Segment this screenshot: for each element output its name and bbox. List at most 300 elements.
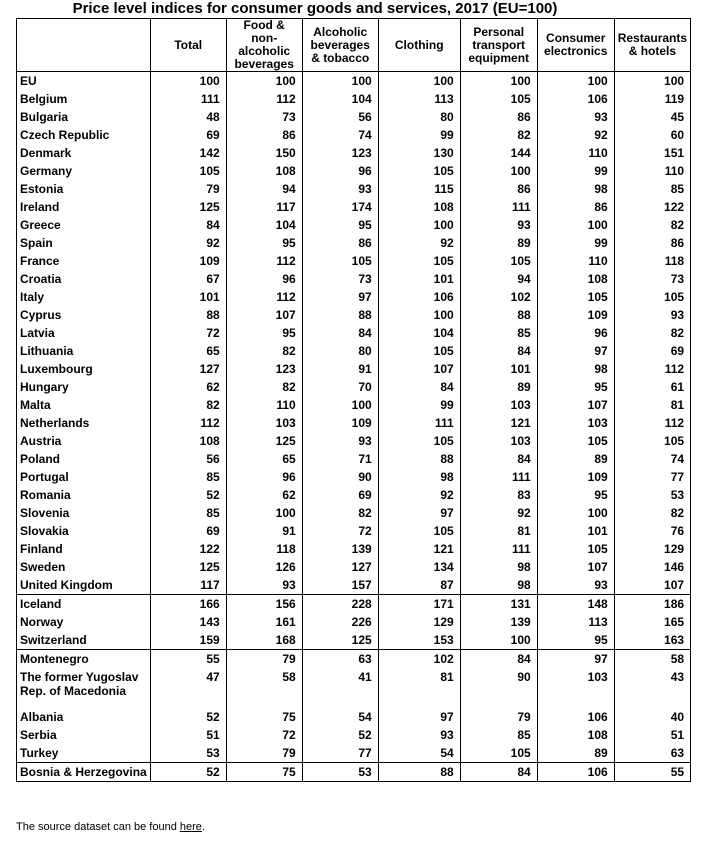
value-cell: 75 — [226, 708, 302, 726]
value-cell: 108 — [537, 270, 614, 288]
table-row — [17, 378, 691, 396]
value-cell: 71 — [302, 450, 378, 468]
value-cell: 98 — [378, 468, 460, 486]
value-cell: 102 — [378, 650, 460, 669]
value-cell: 122 — [614, 198, 690, 216]
value-cell: 118 — [614, 252, 690, 270]
value-cell: 92 — [150, 234, 226, 252]
value-cell: 92 — [378, 234, 460, 252]
column-header-clothing: Clothing — [378, 19, 460, 72]
table-row — [17, 468, 691, 486]
value-cell: 127 — [150, 360, 226, 378]
value-cell: 82 — [614, 324, 690, 342]
value-cell: 79 — [226, 744, 302, 763]
value-cell: 53 — [150, 744, 226, 763]
value-cell: 93 — [226, 576, 302, 595]
value-cell: 117 — [226, 198, 302, 216]
value-cell: 226 — [302, 613, 378, 631]
table-row — [17, 558, 691, 576]
value-cell: 131 — [460, 595, 537, 614]
value-cell: 105 — [302, 252, 378, 270]
country-name: Slovakia — [17, 522, 151, 540]
value-cell: 54 — [378, 744, 460, 763]
country-name: Malta — [17, 396, 151, 414]
country-name: Turkey — [17, 744, 151, 763]
value-cell: 52 — [302, 726, 378, 744]
value-cell: 105 — [460, 744, 537, 763]
value-cell: 88 — [378, 450, 460, 468]
value-cell: 99 — [537, 162, 614, 180]
price-index-table — [16, 18, 691, 782]
value-cell: 139 — [302, 540, 378, 558]
value-cell: 82 — [226, 342, 302, 360]
value-cell: 93 — [460, 216, 537, 234]
country-name: Belgium — [17, 90, 151, 108]
value-cell: 75 — [226, 763, 302, 782]
value-cell: 100 — [378, 306, 460, 324]
table-row — [17, 270, 691, 288]
value-cell: 72 — [302, 522, 378, 540]
value-cell: 127 — [302, 558, 378, 576]
value-cell: 88 — [378, 763, 460, 782]
table-row — [17, 162, 691, 180]
value-cell: 168 — [226, 631, 302, 650]
value-cell: 84 — [460, 450, 537, 468]
value-cell: 166 — [150, 595, 226, 614]
value-cell: 105 — [378, 432, 460, 450]
value-cell: 65 — [226, 450, 302, 468]
value-cell: 85 — [460, 726, 537, 744]
table-row — [17, 486, 691, 504]
value-cell: 109 — [150, 252, 226, 270]
column-header-alcohol: Alcoholic beverages & tobacco — [302, 19, 378, 72]
footnote-text: The source dataset can be found — [16, 821, 180, 833]
table-row — [17, 144, 691, 162]
value-cell: 69 — [302, 486, 378, 504]
value-cell: 93 — [537, 108, 614, 126]
value-cell: 122 — [150, 540, 226, 558]
value-cell: 113 — [537, 613, 614, 631]
value-cell: 105 — [460, 252, 537, 270]
value-cell: 52 — [150, 763, 226, 782]
value-cell: 111 — [460, 198, 537, 216]
value-cell: 85 — [614, 180, 690, 198]
value-cell: 125 — [150, 198, 226, 216]
country-name: Slovenia — [17, 504, 151, 522]
country-name: Italy — [17, 288, 151, 306]
value-cell: 110 — [537, 144, 614, 162]
value-cell: 89 — [460, 234, 537, 252]
value-cell: 52 — [150, 708, 226, 726]
value-cell: 97 — [378, 504, 460, 522]
value-cell: 87 — [378, 576, 460, 595]
value-cell: 112 — [226, 90, 302, 108]
table-row — [17, 126, 691, 144]
value-cell: 93 — [302, 432, 378, 450]
value-cell: 65 — [150, 342, 226, 360]
value-cell: 93 — [378, 726, 460, 744]
value-cell: 105 — [378, 522, 460, 540]
value-cell: 99 — [378, 396, 460, 414]
table-row — [17, 396, 691, 414]
value-cell: 99 — [537, 234, 614, 252]
value-cell: 100 — [537, 72, 614, 91]
value-cell: 106 — [537, 90, 614, 108]
value-cell: 121 — [460, 414, 537, 432]
country-name: Sweden — [17, 558, 151, 576]
country-name: Poland — [17, 450, 151, 468]
footnote — [16, 821, 205, 834]
value-cell: 73 — [614, 270, 690, 288]
value-cell: 115 — [378, 180, 460, 198]
table-row — [17, 90, 691, 108]
value-cell: 121 — [378, 540, 460, 558]
country-name: Romania — [17, 486, 151, 504]
value-cell: 105 — [378, 162, 460, 180]
value-cell: 108 — [378, 198, 460, 216]
value-cell: 89 — [537, 744, 614, 763]
country-name: Bosnia & Herzegovina — [17, 763, 151, 782]
value-cell: 111 — [378, 414, 460, 432]
value-cell: 80 — [302, 342, 378, 360]
value-cell: 130 — [378, 144, 460, 162]
table-row — [17, 324, 691, 342]
value-cell: 55 — [150, 650, 226, 669]
table-row — [17, 668, 691, 708]
value-cell: 84 — [302, 324, 378, 342]
value-cell: 107 — [537, 558, 614, 576]
value-cell: 98 — [460, 576, 537, 595]
value-cell: 77 — [614, 468, 690, 486]
value-cell: 107 — [614, 576, 690, 595]
value-cell: 69 — [150, 522, 226, 540]
value-cell: 96 — [226, 468, 302, 486]
value-cell: 81 — [378, 668, 460, 708]
value-cell: 82 — [614, 504, 690, 522]
value-cell: 72 — [226, 726, 302, 744]
value-cell: 89 — [460, 378, 537, 396]
table-row — [17, 108, 691, 126]
value-cell: 156 — [226, 595, 302, 614]
table-row — [17, 631, 691, 650]
value-cell: 100 — [460, 162, 537, 180]
value-cell: 84 — [460, 763, 537, 782]
table-row — [17, 234, 691, 252]
table-row — [17, 342, 691, 360]
value-cell: 102 — [460, 288, 537, 306]
value-cell: 97 — [537, 650, 614, 669]
value-cell: 106 — [537, 763, 614, 782]
value-cell: 105 — [614, 432, 690, 450]
value-cell: 125 — [226, 432, 302, 450]
value-cell: 100 — [302, 72, 378, 91]
value-cell: 163 — [614, 631, 690, 650]
value-cell: 86 — [226, 126, 302, 144]
value-cell: 110 — [537, 252, 614, 270]
value-cell: 146 — [614, 558, 690, 576]
value-cell: 100 — [537, 504, 614, 522]
value-cell: 74 — [614, 450, 690, 468]
value-cell: 104 — [378, 324, 460, 342]
table-row — [17, 576, 691, 595]
value-cell: 51 — [150, 726, 226, 744]
value-cell: 85 — [150, 468, 226, 486]
value-cell: 134 — [378, 558, 460, 576]
value-cell: 112 — [614, 360, 690, 378]
value-cell: 117 — [150, 576, 226, 595]
value-cell: 67 — [150, 270, 226, 288]
country-name: Iceland — [17, 595, 151, 614]
country-name: Spain — [17, 234, 151, 252]
table-row — [17, 252, 691, 270]
value-cell: 86 — [460, 108, 537, 126]
value-cell: 69 — [150, 126, 226, 144]
value-cell: 60 — [614, 126, 690, 144]
value-cell: 103 — [460, 396, 537, 414]
value-cell: 111 — [460, 540, 537, 558]
value-cell: 82 — [302, 504, 378, 522]
value-cell: 105 — [150, 162, 226, 180]
value-cell: 95 — [226, 234, 302, 252]
table-row — [17, 432, 691, 450]
footnote-end: . — [201, 821, 205, 833]
value-cell: 104 — [302, 90, 378, 108]
country-name: Ireland — [17, 198, 151, 216]
country-name: Estonia — [17, 180, 151, 198]
header-row — [17, 19, 691, 72]
value-cell: 95 — [537, 631, 614, 650]
value-cell: 112 — [226, 252, 302, 270]
table-row — [17, 180, 691, 198]
value-cell: 101 — [460, 360, 537, 378]
value-cell: 112 — [614, 414, 690, 432]
country-name: Croatia — [17, 270, 151, 288]
value-cell: 106 — [378, 288, 460, 306]
value-cell: 95 — [226, 324, 302, 342]
country-name: Latvia — [17, 324, 151, 342]
value-cell: 129 — [378, 613, 460, 631]
table-row — [17, 595, 691, 614]
value-cell: 119 — [614, 90, 690, 108]
source-link[interactable]: here — [179, 821, 202, 833]
value-cell: 105 — [537, 540, 614, 558]
value-cell: 98 — [537, 180, 614, 198]
value-cell: 107 — [226, 306, 302, 324]
value-cell: 112 — [226, 288, 302, 306]
value-cell: 101 — [378, 270, 460, 288]
value-cell: 81 — [614, 396, 690, 414]
value-cell: 80 — [378, 108, 460, 126]
country-name: France — [17, 252, 151, 270]
value-cell: 100 — [378, 72, 460, 91]
table-row — [17, 540, 691, 558]
column-header-transport: Personal transport equipment — [460, 19, 537, 72]
value-cell: 72 — [150, 324, 226, 342]
country-name: The former Yugoslav Rep. of Macedonia — [17, 668, 151, 708]
value-cell: 69 — [614, 342, 690, 360]
value-cell: 100 — [226, 504, 302, 522]
table-row — [17, 216, 691, 234]
value-cell: 92 — [537, 126, 614, 144]
value-cell: 103 — [226, 414, 302, 432]
value-cell: 161 — [226, 613, 302, 631]
value-cell: 95 — [537, 378, 614, 396]
value-cell: 108 — [537, 726, 614, 744]
value-cell: 84 — [460, 342, 537, 360]
value-cell: 90 — [460, 668, 537, 708]
value-cell: 105 — [537, 432, 614, 450]
value-cell: 63 — [302, 650, 378, 669]
value-cell: 51 — [614, 726, 690, 744]
value-cell: 77 — [302, 744, 378, 763]
value-cell: 73 — [302, 270, 378, 288]
column-header-country — [17, 19, 151, 72]
value-cell: 84 — [378, 378, 460, 396]
value-cell: 106 — [537, 708, 614, 726]
value-cell: 104 — [226, 216, 302, 234]
value-cell: 110 — [226, 396, 302, 414]
value-cell: 105 — [378, 252, 460, 270]
value-cell: 109 — [302, 414, 378, 432]
value-cell: 52 — [150, 486, 226, 504]
value-cell: 103 — [537, 668, 614, 708]
value-cell: 73 — [226, 108, 302, 126]
value-cell: 96 — [302, 162, 378, 180]
value-cell: 55 — [614, 763, 690, 782]
value-cell: 157 — [302, 576, 378, 595]
value-cell: 111 — [150, 90, 226, 108]
value-cell: 96 — [226, 270, 302, 288]
table-row — [17, 306, 691, 324]
value-cell: 126 — [226, 558, 302, 576]
value-cell: 79 — [226, 650, 302, 669]
value-cell: 186 — [614, 595, 690, 614]
value-cell: 165 — [614, 613, 690, 631]
value-cell: 86 — [614, 234, 690, 252]
value-cell: 98 — [460, 558, 537, 576]
value-cell: 150 — [226, 144, 302, 162]
country-name: Switzerland — [17, 631, 151, 650]
value-cell: 108 — [150, 432, 226, 450]
value-cell: 108 — [226, 162, 302, 180]
table-row — [17, 763, 691, 782]
value-cell: 48 — [150, 108, 226, 126]
value-cell: 142 — [150, 144, 226, 162]
table-row — [17, 504, 691, 522]
value-cell: 98 — [537, 360, 614, 378]
value-cell: 101 — [537, 522, 614, 540]
table-row — [17, 522, 691, 540]
value-cell: 41 — [302, 668, 378, 708]
value-cell: 97 — [302, 288, 378, 306]
value-cell: 95 — [537, 486, 614, 504]
table-row — [17, 288, 691, 306]
country-name: Bulgaria — [17, 108, 151, 126]
value-cell: 84 — [150, 216, 226, 234]
country-name: Hungary — [17, 378, 151, 396]
value-cell: 123 — [302, 144, 378, 162]
value-cell: 43 — [614, 668, 690, 708]
value-cell: 110 — [614, 162, 690, 180]
value-cell: 103 — [460, 432, 537, 450]
value-cell: 96 — [537, 324, 614, 342]
country-name: Finland — [17, 540, 151, 558]
value-cell: 85 — [150, 504, 226, 522]
value-cell: 62 — [150, 378, 226, 396]
value-cell: 94 — [226, 180, 302, 198]
value-cell: 99 — [378, 126, 460, 144]
country-name: Czech Republic — [17, 126, 151, 144]
value-cell: 84 — [460, 650, 537, 669]
value-cell: 85 — [460, 324, 537, 342]
page-title: Price level indices for consumer goods and services, 2017 (EU=100) — [72, 0, 558, 17]
value-cell: 97 — [537, 342, 614, 360]
value-cell: 100 — [537, 216, 614, 234]
country-name: Norway — [17, 613, 151, 631]
country-name: Albania — [17, 708, 151, 726]
column-header-restaurants: Restaurants & hotels — [614, 19, 690, 72]
table-row — [17, 708, 691, 726]
table-row — [17, 414, 691, 432]
value-cell: 62 — [226, 486, 302, 504]
value-cell: 100 — [150, 72, 226, 91]
value-cell: 53 — [614, 486, 690, 504]
country-name: Greece — [17, 216, 151, 234]
value-cell: 123 — [226, 360, 302, 378]
value-cell: 58 — [614, 650, 690, 669]
value-cell: 109 — [537, 468, 614, 486]
value-cell: 109 — [537, 306, 614, 324]
value-cell: 74 — [302, 126, 378, 144]
value-cell: 82 — [226, 378, 302, 396]
value-cell: 79 — [460, 708, 537, 726]
value-cell: 82 — [150, 396, 226, 414]
country-name: EU — [17, 72, 151, 91]
table-row — [17, 198, 691, 216]
value-cell: 143 — [150, 613, 226, 631]
table-row — [17, 726, 691, 744]
value-cell: 94 — [460, 270, 537, 288]
value-cell: 70 — [302, 378, 378, 396]
value-cell: 47 — [150, 668, 226, 708]
value-cell: 151 — [614, 144, 690, 162]
country-name: Cyprus — [17, 306, 151, 324]
table-row — [17, 360, 691, 378]
value-cell: 93 — [302, 180, 378, 198]
value-cell: 112 — [150, 414, 226, 432]
country-name: Netherlands — [17, 414, 151, 432]
value-cell: 100 — [460, 72, 537, 91]
value-cell: 83 — [460, 486, 537, 504]
table-body — [17, 72, 691, 782]
value-cell: 105 — [378, 342, 460, 360]
value-cell: 100 — [460, 631, 537, 650]
value-cell: 118 — [226, 540, 302, 558]
value-cell: 92 — [460, 504, 537, 522]
value-cell: 171 — [378, 595, 460, 614]
column-header-total: Total — [150, 19, 226, 72]
value-cell: 54 — [302, 708, 378, 726]
value-cell: 228 — [302, 595, 378, 614]
table-row — [17, 650, 691, 669]
value-cell: 88 — [150, 306, 226, 324]
value-cell: 82 — [614, 216, 690, 234]
value-cell: 159 — [150, 631, 226, 650]
value-cell: 174 — [302, 198, 378, 216]
value-cell: 53 — [302, 763, 378, 782]
column-header-food: Food & non-alcoholic beverages — [226, 19, 302, 72]
value-cell: 86 — [460, 180, 537, 198]
